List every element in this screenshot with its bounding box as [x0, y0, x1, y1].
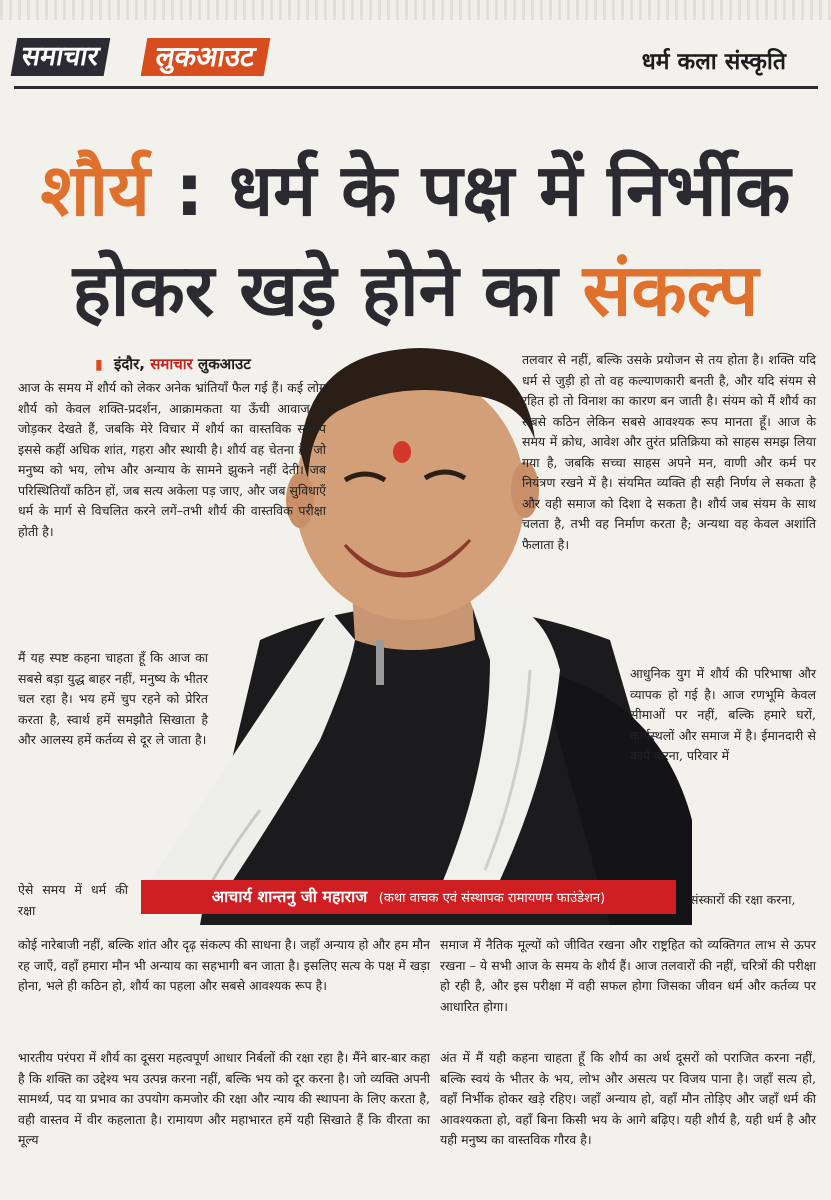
headline-text-2: होकर खड़े होने का [72, 248, 558, 332]
article-right-paragraph-2: आधुनिक युग में शौर्य की परिभाषा और व्यापक हो गई है। आज रणभूमि केवल सीमाओं पर नहीं, बल्कि हमारे घरों, कार्यस्थलों और समाज में है। ईमानदारी से कार्य करना, परिवार में [630, 666, 816, 763]
headline-highlight-sankalp: संकल्प [582, 248, 759, 332]
brand-name-samachar: समाचार [11, 38, 110, 76]
caption-name: आचार्य शान्तनु जी महाराज [211, 887, 368, 906]
article-paragraph-3: कोई नारेबाजी नहीं, बल्कि शांत और दृढ़ संकल्प की साधना है। जहाँ अन्याय हो और हम मौन रह जाएँ, वहाँ हमारा मौन भी अन्याय का सहभागी बन जाता है। इसलिए सत्य के पक्ष में खड़ा होना, भले ही कठिन हो, शौर्य का पहला और सबसे आवश्यक रूप है। [18, 937, 430, 993]
masthead [14, 34, 818, 89]
portrait-zipper [376, 640, 384, 685]
top-strip [0, 0, 831, 20]
article-paragraph-4: भारतीय परंपरा में शौर्य का दूसरा महत्वपूर्ण आधार निर्बलों की रक्षा रहा है। मैंने बार-बार कहा है कि शक्ति का उद्देश्य भय उत्पन्न करना नहीं, बल्कि भय को दूर करना है। जो व्यक्ति अपनी सामर्थ्य, पद या प्रभाव का उपयोग कमजोर की रक्षा और न्याय की स्थापना के लिए करता है, वही वास्तव में वीर कहलाता है। रामायण और महाभारत हमें यही सिखाते हैं कि वीरता का मूल्य [18, 1050, 430, 1147]
photo-caption [141, 880, 676, 914]
portrait-tilak [393, 441, 411, 463]
headline-text-1: : धर्म के पक्ष में निर्भीक [174, 148, 791, 232]
headline-line-2 [0, 245, 831, 335]
brand-name-lookout: लुकआउट [141, 38, 270, 76]
article-paragraph-1: आज के समय में शौर्य को लेकर अनेक भ्रांतियाँ फैल गई हैं। कई लोग शौर्य को केवल शक्ति-प्रदर्शन, आक्रामकता या ऊँची आवाज से जोड़कर देखते हैं, जबकि मेरे विचार में शौर्य का वास्तविक स्वरूप इससे कहीं अधिक शांत, गहरा और स्थायी है। शौर्य वह चेतना है, जो मनुष्य को भय, लोभ और अन्याय के सामने झुकने नहीं देती। जब परिस्थितियाँ कठिन हों, जब सत्य अकेला पड़ जाए, और जब सुविधाएँ धर्म के मार्ग से विचलित करने लगें–तभी शौर्य की वास्तविक परीक्षा होती है। [18, 380, 326, 539]
caption-designation: (कथा वाचक एवं संस्थापक रामायणम फाउंडेशन) [378, 891, 606, 906]
dateline-source: लुकआउट [198, 355, 251, 373]
article-right-paragraph-1: तलवार से नहीं, बल्कि उसके प्रयोजन से तय होता है। शक्ति यदि धर्म से जुड़ी हो तो वह कल्याणकारी बनती है, और यदि संयम से रहित हो तो विनाश का कारण बन जाती है। संयम को मैं शौर्य का सबसे कठिन लेकिन सबसे आवश्यक रूप मानता हूँ। आज के समय में क्रोध, आवेश और तुरंत प्रतिक्रिया को साहस समझ लिया गया है, जबकि सच्चा साहस अपने मन, वाणी और कर्म पर नियंत्रण रखने में है। संयमित व्यक्ति ही सही निर्णय ले सकता है और वही समाज को दिशा दे सकता है। शौर्य जब संयम के साथ चलता है, तभी वह निर्माण करता है; अन्यथा वह केवल अशांति फैलाता है। [522, 352, 816, 552]
article-paragraph-2-continued: ऐसे समय में धर्म की रक्षा [18, 882, 128, 918]
section-title: धर्म कला संस्कृति [641, 49, 786, 75]
headline-highlight-shaurya: शौर्य [40, 148, 150, 232]
headline-line-1 [0, 145, 831, 235]
article-right-paragraph-3: समाज में नैतिक मूल्यों को जीवित रखना और राष्ट्रहित को व्यक्तिगत लाभ से ऊपर रखना – ये सभी आज के समय के शौर्य हैं। आज तलवारों की नहीं, चरित्रों की परीक्षा हो रही है, और इस परीक्षा में वही सफल होगा जिसका जीवन धर्म और कर्तव्य पर आधारित होगा। [440, 937, 816, 1014]
article-paragraph-2: मैं यह स्पष्ट कहना चाहता हूँ कि आज का सबसे बड़ा युद्ध बाहर नहीं, मनुष्य के भीतर चल रहा है। भय हमें चुप रहने को प्रेरित करता है, स्वार्थ हमें समझौते सिखाता है और आलस्य हमें कर्तव्य से दूर ले जाता है। [18, 650, 208, 747]
article-right-paragraph-4: अंत में मैं यही कहना चाहता हूँ कि शौर्य का अर्थ दूसरों को पराजित करना नहीं, बल्कि स्वयं के भीतर के भय, लोभ और असत्य पर विजय पाना है। जहाँ सत्य हो, वहाँ निर्भीक होकर खड़े रहिए। जहाँ अन्याय हो, वहाँ मौन तोड़िए और जहाँ धर्म की आवश्यकता हो, वहाँ बिना किसी भय के आगे बढ़िए। यही शौर्य है, यही धर्म है और यही मनुष्य का वास्तविक गौरव है। [440, 1050, 816, 1147]
dateline-city: इंदौर, [113, 355, 146, 373]
article-right-paragraph-2-continued: संस्कारों की रक्षा करना, [690, 892, 796, 907]
dateline-marker-icon: ▮ [95, 357, 103, 373]
dateline-source-red: समाचार [150, 355, 193, 373]
